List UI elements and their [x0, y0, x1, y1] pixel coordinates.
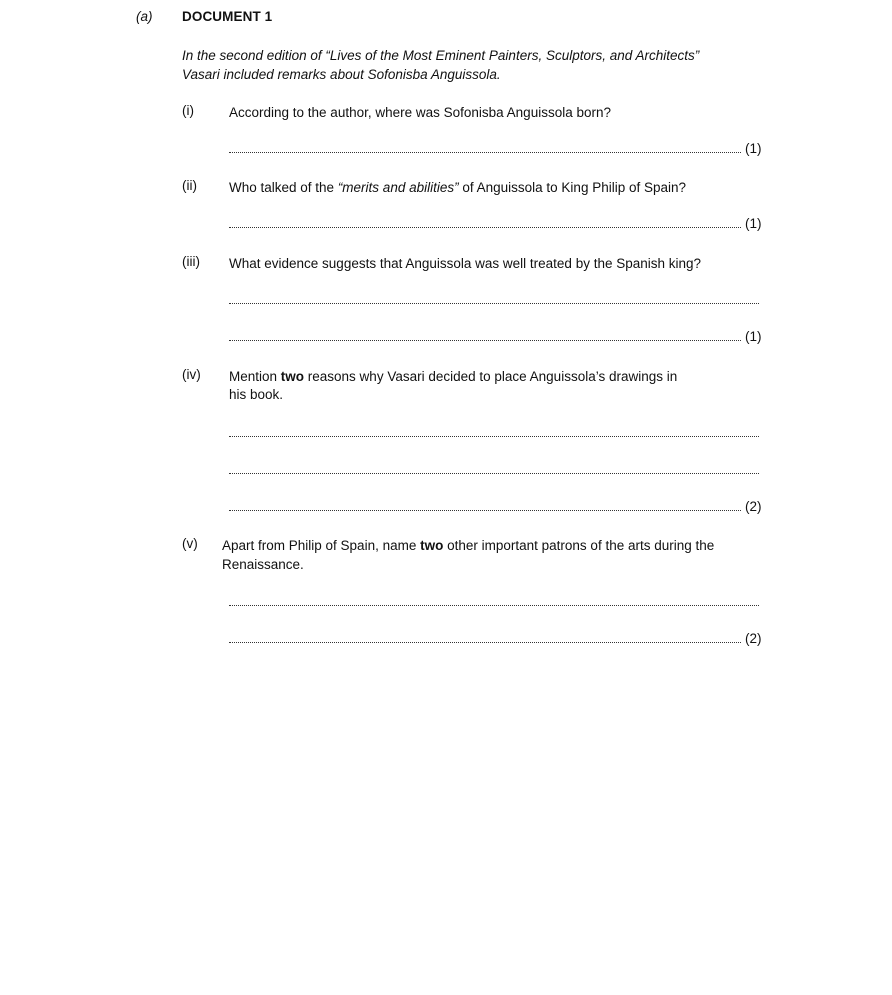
question-text-v-line-2: Renaissance. — [222, 557, 304, 572]
marks-ii: (1) — [745, 216, 762, 231]
marks-i: (1) — [745, 141, 762, 156]
question-text-iv: Mention two reasons why Vasari decided to place Anguissola’s drawings in — [229, 369, 678, 384]
answer-line[interactable] — [229, 473, 759, 474]
question-text-v: Apart from Philip of Spain, name two other important patrons of the arts during the — [222, 538, 715, 553]
intro-line-2: Vasari included remarks about Sofonisba Anguissola. — [182, 67, 501, 82]
document-title: DOCUMENT 1 — [182, 9, 273, 24]
answer-line[interactable] — [229, 303, 759, 304]
answer-line[interactable] — [229, 340, 741, 341]
marks-v: (2) — [745, 631, 762, 646]
answer-line[interactable] — [229, 436, 759, 437]
question-text-iii: What evidence suggests that Anguissola was well treated by the Spanish king? — [229, 256, 702, 271]
question-number-iii: (iii) — [182, 254, 200, 269]
intro-line-1: In the second edition of “Lives of the Most Eminent Painters, Sculptors, and Architects” — [182, 48, 700, 63]
question-number-i: (i) — [182, 103, 194, 118]
question-text-iv-line-2: his book. — [229, 387, 284, 402]
answer-line[interactable] — [229, 605, 759, 606]
answer-line[interactable] — [229, 152, 741, 153]
question-number-v: (v) — [182, 536, 198, 551]
answer-line[interactable] — [229, 642, 741, 643]
section-label: (a) — [136, 9, 153, 24]
question-text-ii: Who talked of the “merits and abilities” of Anguissola to King Philip of Spain? — [229, 180, 687, 195]
question-number-iv: (iv) — [182, 367, 201, 382]
question-text-i: According to the author, where was Sofonisba Anguissola born? — [229, 105, 611, 120]
question-number-ii: (ii) — [182, 178, 197, 193]
marks-iii: (1) — [745, 329, 762, 344]
answer-line[interactable] — [229, 227, 741, 228]
marks-iv: (2) — [745, 499, 762, 514]
answer-line[interactable] — [229, 510, 741, 511]
